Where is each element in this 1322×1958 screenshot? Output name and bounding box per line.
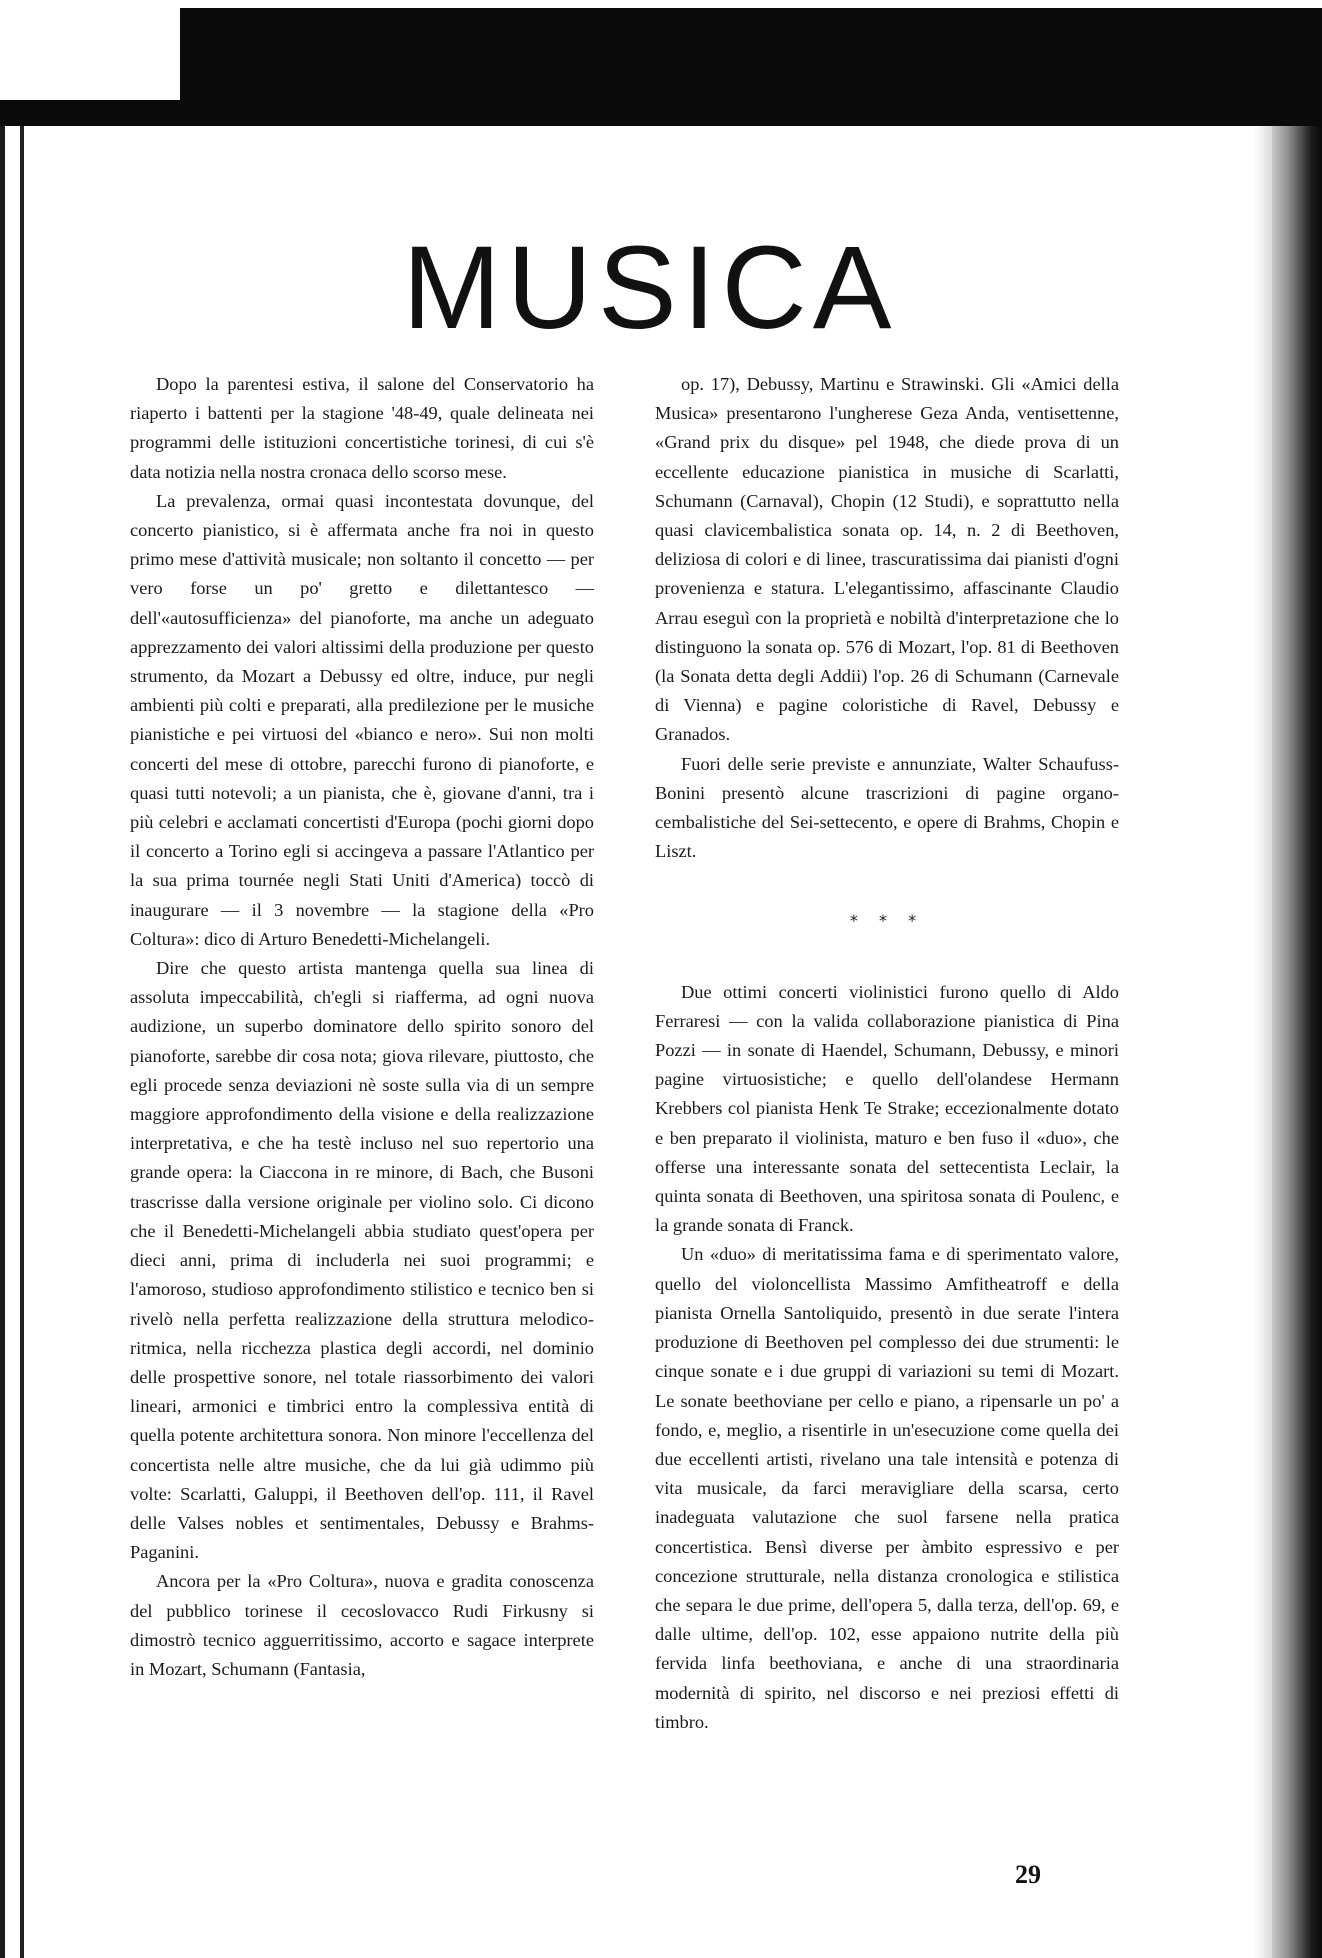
paragraph: La prevalenza, ormai quasi incontestata dovunque, del concerto pianistico, si è affermata anche fra noi in questo primo mese d'attività musicale; non soltanto il concetto — per vero forse un po' gretto e dilettantesco — dell'«autosufficienza» del pianoforte, ma anche un adeguato apprezzamento dei valori altissimi della produzione per questo strumento, da Mozart a Debussy ed oltre, induce, pur negli ambienti più colti e preparati, alla predilezione per le musiche pianistiche e pei virtuosi del «bianco e nero». Sui non molti concerti del mese di ottobre, parecchi furono di pianoforte, e quasi tutti notevoli; a un pianista, che è, giovane d'anni, tra i più celebri e acclamati concertisti d'Europa (pochi giorni dopo il concerto a Torino egli si accingeva a passare l'Atlantico per la sua prima tournée negli Stati Uniti d'America) toccò di inaugurare — il 3 novembre — la stagione della «Pro Coltura»: dico di Arturo Benedetti-Michelangeli. — [130, 490, 594, 949]
right-column — [655, 370, 1119, 1737]
page-title: MUSICA — [402, 222, 898, 355]
binding-line — [20, 126, 24, 1958]
section-separator: * * * — [849, 911, 925, 931]
page-left-edge — [0, 126, 5, 1958]
paragraph: Due ottimi concerti violinistici furono quello di Aldo Ferraresi — con la valida collaborazione pianistica di Pina Pozzi — in sonate di Haendel, Schumann, Debussy, e minori pagine virtuosistiche; e quello dell'olandese Hermann Krebbers col pianista Henk Te Strake; eccezionalmente dotato e ben preparato il violinista, maturo e ben fuso il «duo», che offerse una interessante sonata del settecentista Leclair, la quinta sonata di Beethoven, una spiritosa sonata di Poulenc, e la grande sonata di Franck. — [655, 981, 1119, 1236]
header-black-band — [180, 8, 1322, 126]
page-right-shadow — [1254, 126, 1272, 1958]
paragraph: Fuori delle serie previste e annunziate, Walter Schaufuss-Bonini presentò alcune trascrizioni di pagine organo-cembalistiche del Sei-settecento, e opere di Brahms, Chopin e Liszt. — [655, 753, 1119, 862]
header-black-band-left — [0, 100, 180, 126]
page-number: 29 — [1015, 1860, 1041, 1889]
paragraph: op. 17), Debussy, Martinu e Strawinski. Gli «Amici della Musica» presentarono l'ungherese Geza Anda, ventisettenne, «Grand prix du disque» pel 1948, che diede prova di un eccellente educazione pianistica in musiche di Scarlatti, Schumann (Carnaval), Chopin (12 Studi), e soprattutto nella quasi clavicembalistica sonata op. 14, n. 2 di Beethoven, deliziosa di colori e di linee, trascuratissima dai pianisti d'ogni provenienza e statura. L'elegantissimo, affascinante Claudio Arrau eseguì con la proprietà e nobiltà d'interpretazione che lo distinguono la sonata op. 576 di Mozart, l'op. 81 di Beethoven (la Sonata detta degli Addii) l'op. 26 di Schumann (Carnevale di Vienna) e pagine coloristiche di Ravel, Debussy e Granados. — [655, 374, 1119, 745]
paragraph: Dopo la parentesi estiva, il salone del Conservatorio ha riaperto i battenti per la stagione '48-49, quale delineata nei programmi delle istituzioni concertistiche torinesi, di cui s'è data notizia nella nostra cronaca dello scorso mese. — [130, 374, 594, 482]
left-column — [130, 370, 594, 1684]
page-right-edge — [1272, 126, 1322, 1958]
paragraph: Un «duo» di meritatissima fama e di sperimentato valore, quello del violoncellista Massimo Amfitheatroff e della pianista Ornella Santoliquido, presentò in due serate l'intera produzione di Beethoven pel complesso dei due strumenti: le cinque sonate e i due gruppi di variazioni su temi di Mozart. Le sonate beethoviane per cello e piano, a ripensarle un po' a fondo, e, meglio, a risentirle in un'esecuzione come quella dei due eccellenti artisti, rivelano una tale intensità e potenza di vita musicale, da farci meravigliare della scarsa, certo inadeguata valutazione che suol farsene nella pratica concertistica. Bensì diverse per àmbito espressivo e per concezione strutturale, nella distanza cronologica e stilistica che separa le due prime, dell'opera 5, dalla terza, dell'op. 69, e dalle ultime, dell'op. 102, esse appaiono nutrite della più fervida linfa beethoviana, e anche di una straordinaria modernità di spirito, nel discorso e nei preziosi effetti di timbro. — [655, 1244, 1119, 1732]
paragraph: Dire che questo artista mantenga quella sua linea di assoluta impeccabilità, ch'egli si riafferma, ad ogni nuova audizione, un superbo dominatore dello spirito sonoro del pianoforte, sarebbe dir cosa nota; giova rilevare, piuttosto, che egli procede senza deviazioni nè soste sulla via di un sempre maggiore approfondimento della visione e della realizzazione interpretativa, e che ha testè incluso nel suo repertorio una grande opera: la Ciaccona in re minore, di Bach, che Busoni trascrisse dalla versione originale per violino solo. Ci dicono che il Benedetti-Michelangeli abbia studiato quest'opera per dieci anni, prima di includerla nei suoi programmi; e l'amoroso, studioso approfondimento stilistico e tecnico ben si rivelò nella perfetta realizzazione della struttura melodico-ritmica, nella ricchezza plastica degli accordi, nel dominio delle prospettive sonore, nel totale riassorbimento dei valori lineari, armonici e timbrici entro la complessiva entità di quella potente architettura sonora. Non minore l'eccellenza del concertista nelle altre musiche, che da lui già udimmo più volte: Scarlatti, Galuppi, il Beethoven dell'op. 111, il Ravel delle Valses nobles et sentimentales, Debussy e Brahms-Paganini. — [130, 958, 594, 1563]
paragraph: Ancora per la «Pro Coltura», nuova e gradita conoscenza del pubblico torinese il cecoslovacco Rudi Firkusny si dimostrò tecnico agguerritissimo, accorto e sagace interprete in Mozart, Schumann (Fantasia, — [130, 1571, 594, 1679]
